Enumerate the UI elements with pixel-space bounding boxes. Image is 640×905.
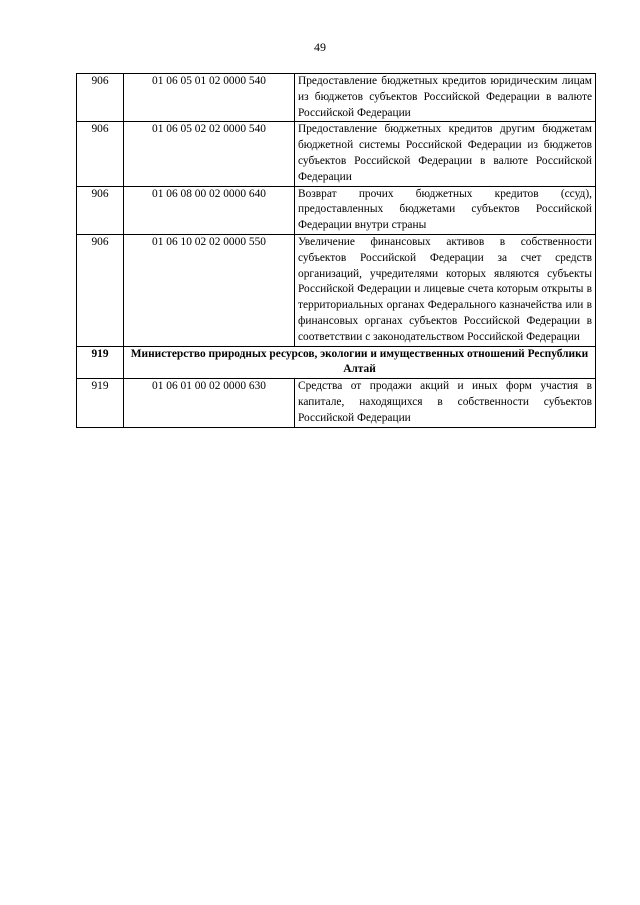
budget-sources-table bbox=[76, 73, 596, 428]
section-header-row bbox=[77, 346, 596, 379]
admin-code-cell: 906 bbox=[77, 186, 124, 234]
table-row bbox=[77, 122, 596, 186]
source-code-cell: 01 06 01 00 02 0000 630 bbox=[124, 379, 295, 427]
admin-code-cell: 906 bbox=[77, 74, 124, 122]
table-row bbox=[77, 234, 596, 346]
source-name-cell: Возврат прочих бюджетных кредитов (ссуд), предоставленных бюджетами субъектов Российской Федерации внутри страны bbox=[295, 186, 596, 234]
section-title-cell: Министерство природных ресурсов, экологии и имущественных отношений Республики Алтай bbox=[124, 346, 596, 379]
admin-code-cell: 906 bbox=[77, 234, 124, 346]
section-admin-code-cell: 919 bbox=[77, 346, 124, 379]
source-code-cell: 01 06 10 02 02 0000 550 bbox=[124, 234, 295, 346]
source-code-cell: 01 06 05 02 02 0000 540 bbox=[124, 122, 295, 186]
source-name-cell: Предоставление бюджетных кредитов юридическим лицам из бюджетов субъектов Российской Федерации в валюте Российской Федерации bbox=[295, 74, 596, 122]
source-code-cell: 01 06 05 01 02 0000 540 bbox=[124, 74, 295, 122]
admin-code-cell: 906 bbox=[77, 122, 124, 186]
table-row bbox=[77, 74, 596, 122]
source-name-cell: Увеличение финансовых активов в собственности субъектов Российской Федерации за счет средств организаций, учредителями которых являются субъекты Российской Федерации и лицевые счета которым открыты в территориальных органах Федерального казначейства или в финансовых органах субъектов Российской Федерации в соответствии с законодательством Российской Федерации bbox=[295, 234, 596, 346]
source-name-cell: Средства от продажи акций и иных форм участия в капитале, находящихся в собственности субъектов Российской Федерации bbox=[295, 379, 596, 427]
source-name-cell: Предоставление бюджетных кредитов другим бюджетам бюджетной системы Российской Федерации из бюджетов субъектов Российской Федерации в валюте Российской Федерации bbox=[295, 122, 596, 186]
page-number: 49 bbox=[314, 40, 326, 54]
source-code-cell: 01 06 08 00 02 0000 640 bbox=[124, 186, 295, 234]
admin-code-cell: 919 bbox=[77, 379, 124, 427]
table-row bbox=[77, 379, 596, 427]
table-row bbox=[77, 186, 596, 234]
